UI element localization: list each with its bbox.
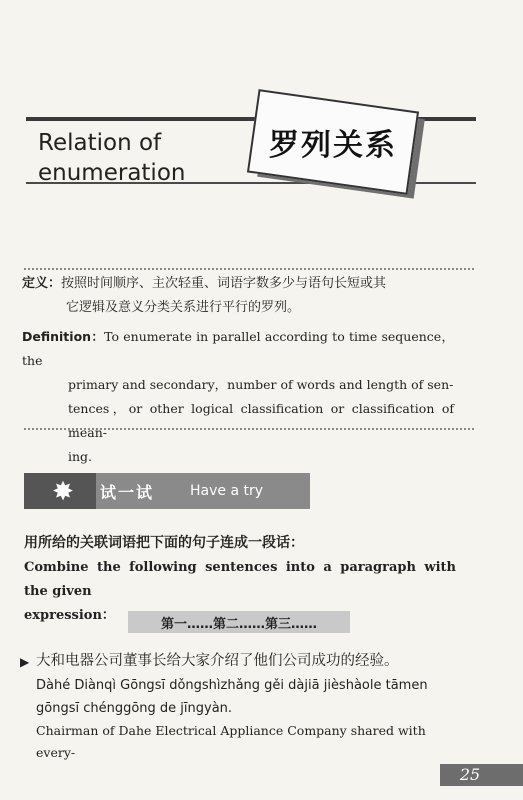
sentence-pinyin-line1: Dàhé Diànqì Gōngsī dǒngshìzhǎng gěi dàjiā jièshàole tāmen <box>36 678 428 693</box>
definition-en-line3: tences，or other logical classification or classification of mean- <box>68 401 454 440</box>
definition-en <box>22 325 454 469</box>
sentence-en: Chairman of Dahe Electrical Appliance Company shared with every- <box>36 723 426 760</box>
starburst-icon: ✸ <box>52 477 74 507</box>
definition-en-line2: primary and secondary，number of words and length of sen- <box>68 377 454 392</box>
instruction-en-line2: expression： <box>24 608 115 623</box>
page-number: 25 <box>459 765 481 784</box>
given-expression <box>128 611 350 633</box>
sentence-zh: 大和电器公司董事长给大家介绍了他们公司成功的经验。 <box>36 653 399 669</box>
dotted-rule-bottom <box>24 428 474 430</box>
definition-en-label: Definition： <box>22 329 105 344</box>
have-a-try-zh: 试一试 <box>100 483 155 502</box>
instruction-zh: 用所给的关联词语把下面的句子连成一段话： <box>24 535 304 551</box>
definition-zh-line2: 它逻辑及意义分类关系进行平行的罗列。 <box>66 300 301 315</box>
section-title-zh: 罗列关系 <box>269 128 397 163</box>
definition-en-line4: ing. <box>68 449 93 464</box>
definition-en-line1: To enumerate in parallel according to time sequence，the <box>22 329 454 368</box>
definition-zh <box>22 272 454 320</box>
definition-zh-label: 定义： <box>22 276 62 291</box>
instruction-en-line1: Combine the following sentences into a paragraph with the given <box>24 560 456 599</box>
title-box <box>247 89 419 195</box>
definition-zh-line1: 按照时间顺序、主次轻重、词语字数多少与语句长短或其 <box>61 276 387 291</box>
sentence-pinyin-line2: gōngsī chénggōng de jīngyàn. <box>36 701 233 716</box>
sentence-pinyin <box>36 674 460 720</box>
section-title-en <box>38 128 268 188</box>
have-a-try-en: Have a try <box>190 483 264 499</box>
bullet-arrow-icon: ▶ <box>20 655 30 669</box>
given-expression-text: 第一……第二……第三…… <box>160 616 317 632</box>
section-title-en-line2: enumeration <box>38 160 186 186</box>
section-title-en-line1: Relation of <box>38 130 162 156</box>
dotted-rule-top <box>24 268 474 270</box>
